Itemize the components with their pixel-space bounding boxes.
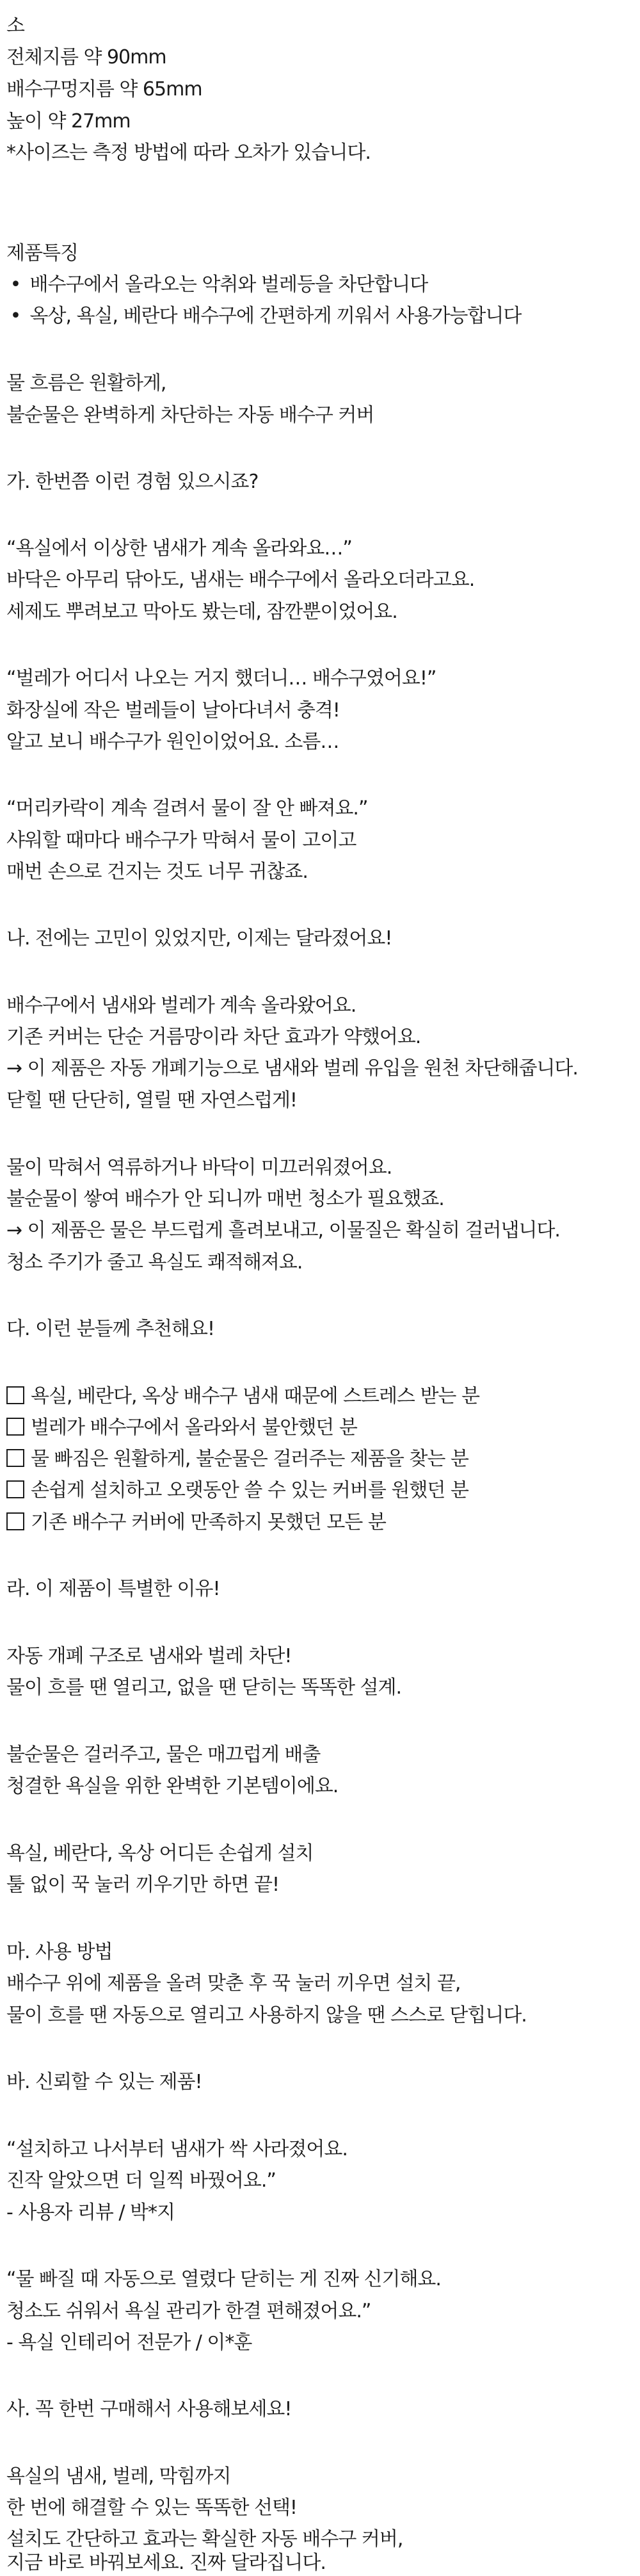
checkbox-icon [6,1386,24,1404]
review-line: 청소도 쉬워서 욕실 관리가 한결 편해졌어요.” [6,2300,371,2322]
checklist-item [6,1415,357,1441]
feature-text: 옥상, 욕실, 베란다 배수구에 간편하게 끼워서 사용가능합니다 [29,305,522,327]
story-line: 샤워할 때마다 배수구가 막혀서 물이 고이고 [6,829,356,852]
story-line: 알고 보니 배수구가 원인이었어요. 소름… [6,731,339,753]
story-line: 매번 손으로 건지는 것도 너무 귀찮죠. [6,861,308,883]
paragraph-line: → 이 제품은 자동 개폐기능으로 냄새와 벌레 유입을 원천 차단해줍니다. [6,1057,578,1080]
paragraph-line: 닫힐 땐 단단히, 열릴 땐 자연스럽게! [6,1089,297,1112]
checklist-text: 기존 배수구 커버에 만족하지 못했던 모든 분 [31,1511,386,1534]
size-label: 소 [6,15,24,37]
checklist-text: 욕실, 베란다, 옥상 배수구 냄새 때문에 스트레스 받는 분 [31,1385,479,1407]
story-line: “욕실에서 이상한 냄새가 계속 올라와요…” [6,537,352,560]
checkbox-icon [6,1449,24,1467]
review-line: “물 빠질 때 자동으로 열렸다 닫히는 게 진짜 신기해요. [6,2268,441,2290]
paragraph-line: 청소 주기가 줄고 욕실도 쾌적해져요. [6,1251,303,1274]
closing-line: 지금 바로 바꿔보세요. 진짜 달라집니다. [6,2552,326,2574]
story-line: “머리카락이 계속 걸려서 물이 잘 안 빠져요.” [6,797,368,820]
size-note: *사이즈는 측정 방법에 따라 오차가 있습니다. [6,142,371,164]
closing-line: 설치도 간단하고 효과는 확실한 자동 배수구 커버, [6,2528,403,2550]
review-author: - 욕실 인테리어 전문가 / 이*훈 [6,2331,252,2354]
height-spec: 높이 약 27mm [6,110,131,133]
bullet-icon: • [10,305,21,327]
section-sa-heading: 사. 꼭 한번 구매해서 사용해보세요! [6,2398,292,2420]
checklist-item [6,1446,468,1472]
section-ga-heading: 가. 한번쯤 이런 경험 있으시죠? [6,471,259,493]
paragraph-line: 물이 흐를 땐 자동으로 열리고 사용하지 않을 땐 스스로 닫힙니다. [6,2004,527,2027]
bullet-icon: • [10,273,21,296]
checklist-text: 물 빠짐은 원활하게, 불순물은 걸러주는 제품을 찾는 분 [31,1448,468,1470]
paragraph-line: 불순물이 쌓여 배수가 안 되니까 매번 청소가 필요했죠. [6,1188,444,1210]
paragraph-line: 불순물은 걸러주고, 물은 매끄럽게 배출 [6,1744,321,1766]
paragraph-line: 청결한 욕실을 위한 완벽한 기본템이에요. [6,1775,339,1797]
story-line: 세제도 뿌려보고 막아도 봤는데, 잠깐뿐이었어요. [6,601,397,623]
section-na-heading: 나. 전에는 고민이 있었지만, 이제는 달라졌어요! [6,927,392,950]
paragraph-line: 물이 흐를 땐 열리고, 없을 땐 닫히는 똑똑한 설계. [6,1676,401,1699]
checkbox-icon [6,1512,24,1530]
paragraph-line: → 이 제품은 물은 부드럽게 흘려보내고, 이물질은 확실히 걸러냅니다. [6,1219,560,1242]
closing-line: 욕실의 냄새, 벌레, 막힘까지 [6,2465,231,2488]
checklist-item [6,1510,386,1535]
checkbox-icon [6,1418,24,1436]
story-line: 화장실에 작은 벌레들이 날아다녀서 충격! [6,699,340,722]
section-ma-heading: 마. 사용 방법 [6,1941,113,1963]
paragraph-line: 욕실, 베란다, 옥상 어디든 손쉽게 설치 [6,1842,314,1865]
total-length-spec: 전체지름 약 90mm [6,46,166,69]
paragraph-line: 배수구에서 냄새와 벌레가 계속 올라왔어요. [6,994,356,1017]
intro-line: 물 흐름은 원활하게, [6,372,166,394]
intro-line: 불순물은 완벽하게 차단하는 자동 배수구 커버 [6,404,374,426]
checklist-text: 벌레가 배수구에서 올라와서 불안했던 분 [31,1416,357,1439]
checklist-text: 손쉽게 설치하고 오랫동안 쓸 수 있는 커버를 원했던 분 [31,1479,468,1502]
review-line: 진작 알았으면 더 일찍 바꿨어요.” [6,2169,276,2192]
feature-item [6,304,521,329]
checklist-item [6,1478,468,1503]
feature-text: 배수구에서 올라오는 악취와 벌레등을 차단합니다 [29,273,428,296]
review-author: - 사용자 리뷰 / 박*지 [6,2201,175,2224]
features-heading: 제품특징 [6,242,78,264]
drain-diameter-spec: 배수구멍지름 약 65mm [6,78,202,101]
story-line: “벌레가 어디서 나오는 거지 했더니… 배수구였어요!” [6,667,436,690]
section-ra-heading: 라. 이 제품이 특별한 이유! [6,1578,220,1600]
paragraph-line: 툴 없이 꾹 눌러 끼우기만 하면 끝! [6,1874,279,1896]
paragraph-line: 기존 커버는 단순 거름망이라 차단 효과가 약했어요. [6,1026,421,1048]
paragraph-line: 배수구 위에 제품을 올려 맞춘 후 꾹 눌러 끼우면 설치 끝, [6,1972,461,1995]
paragraph-line: 자동 개폐 구조로 냄새와 벌레 차단! [6,1645,292,1667]
closing-line: 한 번에 해결할 수 있는 똑똑한 선택! [6,2497,297,2519]
section-ba-heading: 바. 신뢰할 수 있는 제품! [6,2071,202,2093]
review-line: “설치하고 나서부터 냄새가 싹 사라졌어요. [6,2138,348,2160]
feature-item [6,272,428,298]
checkbox-icon [6,1480,24,1498]
story-line: 바닥은 아무리 닦아도, 냄새는 배수구에서 올라오더라고요. [6,569,475,591]
checklist-item [6,1384,479,1409]
paragraph-line: 물이 막혀서 역류하거나 바닥이 미끄러워졌어요. [6,1156,392,1179]
section-da-heading: 다. 이런 분들께 추천해요! [6,1318,214,1340]
